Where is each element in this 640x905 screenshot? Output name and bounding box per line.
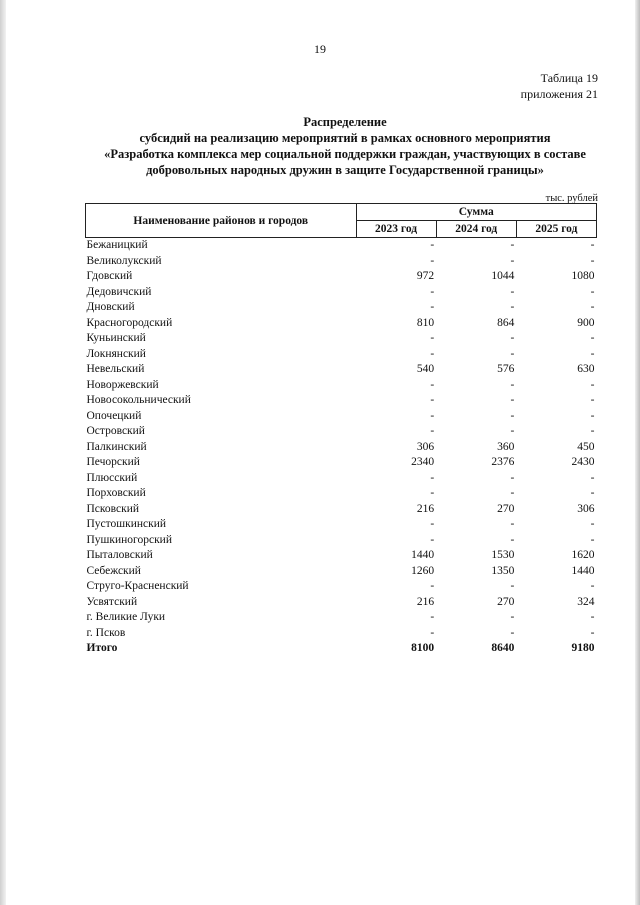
value-2024: -	[510, 285, 515, 298]
value-2025: -	[590, 518, 595, 530]
value-2025: -	[590, 425, 595, 437]
value-2023: -	[430, 611, 435, 623]
value-2023: -	[430, 285, 435, 298]
scan-edge-right	[635, 0, 640, 905]
value-2023: 1260	[411, 564, 435, 577]
table-row	[86, 486, 597, 502]
total-row	[86, 641, 597, 657]
value-2024: -	[510, 518, 515, 530]
district-name: Палкинский	[86, 440, 147, 453]
value-2025: -	[590, 471, 595, 484]
value-2024: -	[510, 611, 515, 623]
value-2025: -	[590, 409, 595, 422]
value-2025: -	[590, 487, 595, 499]
district-name: Невельский	[86, 363, 145, 375]
heading-line-3: «Разработка комплекса мер социальной поддержки граждан, участвующих в составе	[104, 147, 586, 161]
value-2023: -	[430, 239, 435, 251]
value-2025: 1080	[571, 270, 595, 282]
value-2024: -	[510, 301, 515, 313]
total-2025: 9180	[571, 642, 595, 654]
total-label: Итого	[86, 642, 118, 654]
value-2023: 306	[416, 440, 435, 453]
value-2024: 270	[497, 502, 515, 515]
district-name: Струго-Красненский	[86, 580, 189, 592]
table-reference	[521, 70, 598, 102]
table-row	[86, 316, 597, 332]
value-2023: -	[430, 332, 435, 344]
district-name: Пушкиногорский	[86, 533, 172, 546]
district-name: Дновский	[86, 301, 135, 313]
value-2025: -	[590, 626, 595, 639]
table-body	[86, 238, 597, 657]
value-2023: -	[430, 518, 435, 530]
scan-edge-left	[0, 0, 6, 905]
value-2025: 900	[577, 316, 595, 329]
value-2024: -	[510, 394, 515, 406]
value-2024: -	[510, 487, 515, 499]
value-2024: 360	[497, 440, 515, 453]
table-row	[86, 285, 597, 301]
value-2024: -	[510, 533, 515, 546]
district-name: Усвятский	[86, 595, 138, 608]
table-row	[86, 269, 597, 285]
value-2023: -	[430, 487, 435, 499]
district-name: Островский	[86, 425, 145, 437]
district-name: Великолукский	[86, 254, 162, 267]
value-2024: -	[510, 409, 515, 422]
value-2024: 270	[497, 595, 515, 608]
value-2024: -	[510, 580, 515, 592]
value-2025: -	[590, 301, 595, 313]
table-row	[86, 517, 597, 533]
value-2024: -	[510, 332, 515, 344]
value-2025: 324	[577, 595, 595, 608]
district-name: Гдовский	[86, 270, 133, 282]
table-row	[86, 424, 597, 440]
units-label: тыс. рублей	[545, 193, 598, 204]
table-row	[86, 393, 597, 409]
value-2023: -	[430, 394, 435, 406]
value-2025: -	[590, 347, 595, 360]
district-name: г. Псков	[86, 626, 126, 639]
table-row	[86, 455, 597, 471]
total-2023: 8100	[411, 642, 435, 654]
column-header-sum: Сумма	[356, 204, 597, 221]
table-ref-line-1: Таблица 19	[540, 71, 598, 85]
value-2024: -	[510, 626, 515, 639]
value-2023: -	[430, 347, 435, 360]
table-row	[86, 595, 597, 611]
value-2025: -	[590, 254, 595, 267]
district-name: Псковский	[86, 502, 140, 515]
table-row	[86, 409, 597, 425]
table-row	[86, 626, 597, 642]
district-name: г. Великие Луки	[86, 611, 166, 623]
heading-line-2: субсидий на реализацию мероприятий в рамках основного мероприятия	[139, 131, 551, 145]
table-header	[86, 204, 597, 238]
value-2024: -	[510, 347, 515, 360]
district-name: Бежаницкий	[86, 239, 148, 251]
table-row	[86, 564, 597, 580]
district-name: Куньинский	[86, 332, 146, 344]
value-2023: -	[430, 378, 435, 391]
district-name: Локнянский	[86, 347, 146, 360]
value-2023: 810	[416, 316, 435, 329]
district-name: Опочецкий	[86, 409, 142, 422]
value-2024: -	[510, 239, 515, 251]
page-number: 19	[314, 42, 326, 56]
value-2023: -	[430, 533, 435, 546]
value-2024: 1044	[491, 270, 515, 282]
district-name: Новосокольнический	[86, 394, 191, 406]
district-name: Печорский	[86, 456, 140, 468]
district-name: Плюсский	[86, 471, 138, 484]
column-header-2024: 2024 год	[436, 221, 516, 238]
header-row-1	[86, 204, 597, 221]
value-2024: -	[510, 254, 515, 267]
value-2024: 1350	[491, 564, 515, 577]
table-row	[86, 238, 597, 254]
column-header-2023: 2023 год	[356, 221, 436, 238]
value-2023: -	[430, 626, 435, 639]
heading-line-1: Распределение	[303, 115, 387, 129]
district-name: Порховский	[86, 487, 146, 499]
value-2025: -	[590, 378, 595, 391]
value-2024: 2376	[491, 456, 515, 468]
value-2024: -	[510, 425, 515, 437]
document-heading	[60, 114, 630, 178]
table-row	[86, 254, 597, 270]
total-2024: 8640	[491, 642, 515, 654]
value-2025: 1440	[571, 564, 595, 577]
value-2025: -	[590, 533, 595, 546]
district-name: Себежский	[86, 564, 141, 577]
column-header-2025: 2025 год	[516, 221, 596, 238]
value-2023: -	[430, 254, 435, 267]
district-name: Пыталовский	[86, 549, 153, 561]
value-2025: -	[590, 332, 595, 344]
value-2025: -	[590, 394, 595, 406]
column-header-name: Наименование районов и городов	[86, 204, 357, 238]
table-row	[86, 378, 597, 394]
value-2025: 306	[577, 502, 595, 515]
table-row	[86, 440, 597, 456]
value-2024: 1530	[491, 549, 515, 561]
table-row	[86, 533, 597, 549]
value-2023: -	[430, 580, 435, 592]
value-2023: -	[430, 425, 435, 437]
value-2023: -	[430, 471, 435, 484]
district-name: Дедовичский	[86, 285, 152, 298]
value-2023: 1440	[411, 549, 435, 561]
value-2024: -	[510, 378, 515, 391]
table-row	[86, 362, 597, 378]
table-row	[86, 471, 597, 487]
table-row	[86, 331, 597, 347]
value-2025: 630	[577, 363, 595, 375]
value-2024: 864	[497, 316, 515, 329]
value-2023: 972	[416, 270, 435, 282]
value-2023: 216	[416, 502, 435, 515]
table-row	[86, 300, 597, 316]
district-name: Новоржевский	[86, 378, 159, 391]
value-2023: 2340	[411, 456, 435, 468]
value-2023: -	[430, 409, 435, 422]
value-2023: 540	[416, 363, 435, 375]
value-2025: -	[590, 285, 595, 298]
table-row	[86, 502, 597, 518]
district-name: Пустошкинский	[86, 518, 167, 530]
value-2024: -	[510, 471, 515, 484]
district-name: Красногородский	[86, 316, 173, 329]
value-2025: -	[590, 239, 595, 251]
value-2025: 450	[577, 440, 595, 453]
table-row	[86, 579, 597, 595]
value-2024: 576	[497, 363, 515, 375]
value-2025: -	[590, 611, 595, 623]
table-ref-line-2: приложения 21	[520, 87, 598, 101]
value-2025: -	[590, 580, 595, 592]
subsidy-distribution-table	[85, 203, 597, 657]
heading-line-4: добровольных народных дружин в защите Государственной границы»	[146, 163, 544, 177]
value-2025: 2430	[571, 456, 595, 468]
value-2023: -	[430, 301, 435, 313]
table-row	[86, 610, 597, 626]
table-row	[86, 548, 597, 564]
table-row	[86, 347, 597, 363]
value-2025: 1620	[571, 549, 595, 561]
value-2023: 216	[416, 595, 435, 608]
